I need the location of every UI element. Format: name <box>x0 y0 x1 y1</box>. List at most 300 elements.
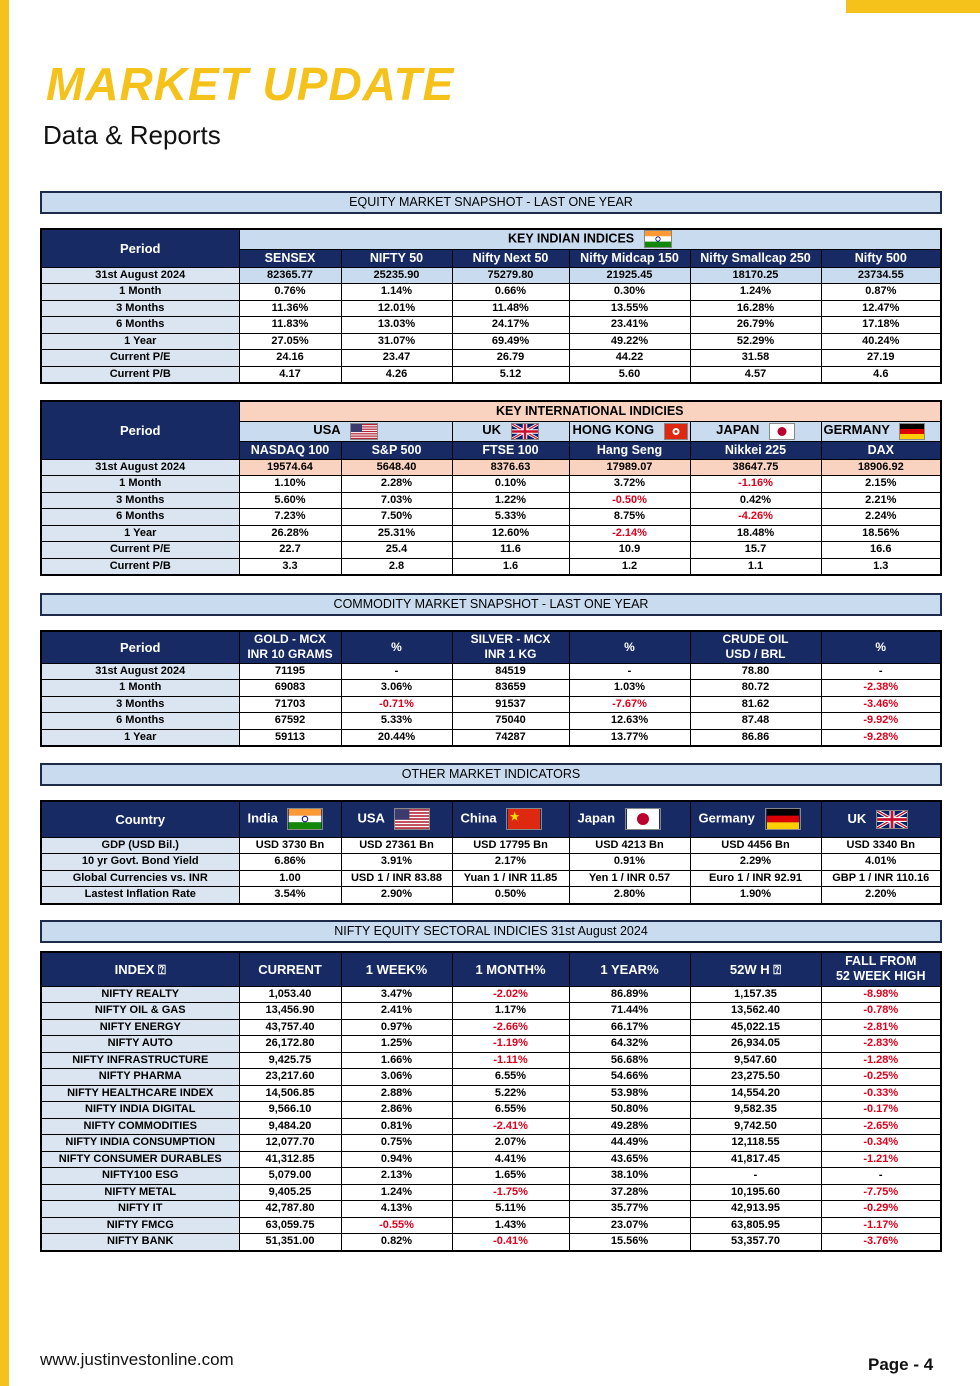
data-cell: 9,425.75 <box>239 1052 341 1069</box>
sectoral-indices-table <box>40 951 942 1252</box>
data-cell: 0.66% <box>452 284 569 301</box>
data-cell: 49.22% <box>569 333 690 350</box>
germany-flag-icon <box>765 808 801 830</box>
sector-index-name: NIFTY IT <box>41 1201 239 1218</box>
data-cell: 35.77% <box>569 1201 690 1218</box>
indicator-label: Lastest Inflation Rate <box>41 887 239 904</box>
table-row <box>41 1184 941 1201</box>
data-cell: 23.47 <box>341 350 452 367</box>
data-cell: 1.22% <box>452 492 569 509</box>
country-uk: UK <box>452 421 569 441</box>
data-cell: 16.28% <box>690 300 821 317</box>
table-row <box>41 1135 941 1152</box>
data-cell: 23734.55 <box>821 267 941 284</box>
data-cell: 31.07% <box>341 333 452 350</box>
data-cell: -0.41% <box>452 1234 569 1251</box>
data-cell: -2.66% <box>452 1019 569 1036</box>
indian-indices-group-header <box>239 229 941 249</box>
data-cell: -2.02% <box>452 986 569 1003</box>
data-cell: 66.17% <box>569 1019 690 1036</box>
table-row <box>41 459 941 476</box>
table-row <box>41 300 941 317</box>
data-cell: -0.29% <box>821 1201 941 1218</box>
usa-flag-icon <box>394 808 430 830</box>
data-cell: -0.50% <box>569 492 690 509</box>
data-cell: 83659 <box>452 680 569 697</box>
sector-index-name: NIFTY INDIA DIGITAL <box>41 1102 239 1119</box>
data-cell: 1.00 <box>239 870 341 887</box>
data-cell: 4.17 <box>239 366 341 383</box>
data-cell: 25.31% <box>341 525 452 542</box>
data-cell: -2.81% <box>821 1019 941 1036</box>
sector-index-name: NIFTY INDIA CONSUMPTION <box>41 1135 239 1152</box>
data-cell: - <box>821 1168 941 1185</box>
data-cell: -1.11% <box>452 1052 569 1069</box>
data-cell: 2.29% <box>690 854 821 871</box>
data-cell: 2.20% <box>821 887 941 904</box>
data-cell: -7.67% <box>569 696 690 713</box>
uk-flag-icon <box>876 810 908 829</box>
sector-column-header: CURRENT <box>239 952 341 986</box>
data-cell: 7.23% <box>239 509 341 526</box>
data-cell: 3.3 <box>239 558 341 575</box>
data-cell: 9,484.20 <box>239 1118 341 1135</box>
data-cell: USD 4456 Bn <box>690 837 821 854</box>
data-cell: 31.58 <box>690 350 821 367</box>
table-row <box>41 267 941 284</box>
data-cell: 12,118.55 <box>690 1135 821 1152</box>
column-header: Nikkei 225 <box>690 441 821 459</box>
period-label: Current P/B <box>41 366 239 383</box>
period-label: 31st August 2024 <box>41 267 239 284</box>
table-row <box>41 729 941 746</box>
data-cell: 41,817.45 <box>690 1151 821 1168</box>
sectoral-section-title: NIFTY EQUITY SECTORAL INDICIES 31st August 2024 <box>40 920 942 943</box>
data-cell: 6.55% <box>452 1069 569 1086</box>
data-cell: 13,456.90 <box>239 1003 341 1020</box>
data-cell: 11.36% <box>239 300 341 317</box>
data-cell: 86.86 <box>690 729 821 746</box>
indicator-country-uk: UK <box>821 801 941 837</box>
data-cell: 7.50% <box>341 509 452 526</box>
header-line-1: % <box>624 639 635 654</box>
column-header: Nifty Smallcap 250 <box>690 249 821 267</box>
data-cell: 52.29% <box>690 333 821 350</box>
data-cell: GBP 1 / INR 110.16 <box>821 870 941 887</box>
sector-column-header: INDEX ⍰ <box>41 952 239 986</box>
data-cell: 59113 <box>239 729 341 746</box>
header-line-1: GOLD - MCX <box>254 632 326 647</box>
data-cell: 23,275.50 <box>690 1069 821 1086</box>
indicator-country-usa: USA <box>341 801 452 837</box>
data-cell: 0.81% <box>341 1118 452 1135</box>
data-cell: - <box>821 663 941 680</box>
footer-website-link[interactable]: www.justinvestonline.com <box>40 1350 234 1369</box>
data-cell: 5.12 <box>452 366 569 383</box>
data-cell: 69.49% <box>452 333 569 350</box>
data-cell: USD 4213 Bn <box>569 837 690 854</box>
data-cell: -9.28% <box>821 729 941 746</box>
data-cell: 67592 <box>239 713 341 730</box>
data-cell: 53,357.70 <box>690 1234 821 1251</box>
data-cell: 2.24% <box>821 509 941 526</box>
data-cell: 37.28% <box>569 1184 690 1201</box>
data-cell: 1.25% <box>341 1036 452 1053</box>
period-label: 31st August 2024 <box>41 663 239 680</box>
data-cell: 84519 <box>452 663 569 680</box>
period-label: 1 Year <box>41 333 239 350</box>
data-cell: 0.97% <box>341 1019 452 1036</box>
data-cell: 1.3 <box>821 558 941 575</box>
country-hong-kong: HONG KONG <box>569 421 690 441</box>
data-cell: 21925.45 <box>569 267 690 284</box>
other-indicators-table <box>40 800 942 905</box>
period-label: 3 Months <box>41 492 239 509</box>
data-cell: 69083 <box>239 680 341 697</box>
sector-index-name: NIFTY METAL <box>41 1184 239 1201</box>
data-cell: 5.22% <box>452 1085 569 1102</box>
data-cell: 22.7 <box>239 542 341 559</box>
data-cell: 19574.64 <box>239 459 341 476</box>
data-cell: -4.26% <box>690 509 821 526</box>
indicator-country-china: China <box>452 801 569 837</box>
table-row <box>41 366 941 383</box>
data-cell: 26.79 <box>452 350 569 367</box>
table-row <box>41 1036 941 1053</box>
period-header: Period <box>41 229 239 267</box>
column-header: Nifty Midcap 150 <box>569 249 690 267</box>
column-header: Nifty Next 50 <box>452 249 569 267</box>
data-cell: -0.71% <box>341 696 452 713</box>
table-row <box>41 870 941 887</box>
data-cell: 20.44% <box>341 729 452 746</box>
data-cell: 11.6 <box>452 542 569 559</box>
commodity-column-header <box>821 631 941 663</box>
data-cell: 24.16 <box>239 350 341 367</box>
data-cell: 2.80% <box>569 887 690 904</box>
table-row <box>41 854 941 871</box>
data-cell: 8.75% <box>569 509 690 526</box>
data-cell: 9,742.50 <box>690 1118 821 1135</box>
header-line-1: % <box>875 639 887 654</box>
data-cell: -1.17% <box>821 1217 941 1234</box>
table-row <box>41 680 941 697</box>
data-cell: 1.6 <box>452 558 569 575</box>
table-row <box>41 509 941 526</box>
data-cell: 13.03% <box>341 317 452 334</box>
data-cell: 2.17% <box>452 854 569 871</box>
data-cell: 12.60% <box>452 525 569 542</box>
data-cell: 0.91% <box>569 854 690 871</box>
data-cell: 23.41% <box>569 317 690 334</box>
data-cell: 23,217.60 <box>239 1069 341 1086</box>
india-flag-icon <box>287 808 323 830</box>
data-cell: 9,582.35 <box>690 1102 821 1119</box>
data-cell: 75040 <box>452 713 569 730</box>
data-cell: 63,059.75 <box>239 1217 341 1234</box>
data-cell: 26,934.05 <box>690 1036 821 1053</box>
table-row <box>41 492 941 509</box>
commodity-table <box>40 630 942 747</box>
data-cell: 27.19 <box>821 350 941 367</box>
data-cell: USD 27361 Bn <box>341 837 452 854</box>
data-cell: 43,757.40 <box>239 1019 341 1036</box>
data-cell: -0.55% <box>341 1217 452 1234</box>
data-cell: 24.17% <box>452 317 569 334</box>
header-line-2: INR 1 KG <box>484 647 537 662</box>
data-cell: 13,562.40 <box>690 1003 821 1020</box>
data-cell: -7.75% <box>821 1184 941 1201</box>
data-cell: 14,554.20 <box>690 1085 821 1102</box>
international-indices-table <box>40 400 942 576</box>
data-cell: -1.16% <box>690 476 821 493</box>
data-cell: 2.21% <box>821 492 941 509</box>
data-cell: 25.4 <box>341 542 452 559</box>
period-label: Current P/E <box>41 350 239 367</box>
commodity-column-header <box>569 631 690 663</box>
commodity-column-header <box>690 631 821 663</box>
table-row <box>41 663 941 680</box>
data-cell: 44.49% <box>569 1135 690 1152</box>
table-row <box>41 558 941 575</box>
country-japan: JAPAN <box>690 421 821 441</box>
data-cell: 1.43% <box>452 1217 569 1234</box>
data-cell: 9,405.25 <box>239 1184 341 1201</box>
data-cell: 11.83% <box>239 317 341 334</box>
data-cell: 10.9 <box>569 542 690 559</box>
data-cell: - <box>341 663 452 680</box>
sector-index-name: NIFTY ENERGY <box>41 1019 239 1036</box>
sector-index-name: NIFTY REALTY <box>41 986 239 1003</box>
top-accent-bar <box>846 0 980 13</box>
data-cell: 10,195.60 <box>690 1184 821 1201</box>
indicator-label: Global Currencies vs. INR <box>41 870 239 887</box>
data-cell: 2.41% <box>341 1003 452 1020</box>
data-cell: USD 17795 Bn <box>452 837 569 854</box>
column-header: S&P 500 <box>341 441 452 459</box>
hong-kong-flag-icon <box>664 423 688 440</box>
data-cell: 44.22 <box>569 350 690 367</box>
data-cell: 5.33% <box>341 713 452 730</box>
data-cell: 18906.92 <box>821 459 941 476</box>
table-row <box>41 1019 941 1036</box>
data-cell: 38.10% <box>569 1168 690 1185</box>
period-label: 31st August 2024 <box>41 459 239 476</box>
data-cell: 43.65% <box>569 1151 690 1168</box>
sector-index-name: NIFTY HEALTHCARE INDEX <box>41 1085 239 1102</box>
sector-column-header: 1 YEAR% <box>569 952 690 986</box>
sector-column-header: 1 WEEK% <box>341 952 452 986</box>
period-label: 1 Year <box>41 525 239 542</box>
data-cell: 17.18% <box>821 317 941 334</box>
commodity-section-title: COMMODITY MARKET SNAPSHOT - LAST ONE YEAR <box>40 593 942 616</box>
data-cell: 18.56% <box>821 525 941 542</box>
column-header: DAX <box>821 441 941 459</box>
data-cell: 5.60 <box>569 366 690 383</box>
data-cell: 71195 <box>239 663 341 680</box>
data-cell: 9,547.60 <box>690 1052 821 1069</box>
header-line: FALL FROM <box>845 954 917 969</box>
data-cell: 25235.90 <box>341 267 452 284</box>
indicator-label: GDP (USD Bil.) <box>41 837 239 854</box>
period-label: 3 Months <box>41 300 239 317</box>
period-label: 6 Months <box>41 317 239 334</box>
sector-index-name: NIFTY FMCG <box>41 1217 239 1234</box>
data-cell: -2.38% <box>821 680 941 697</box>
india-flag-icon <box>644 230 672 248</box>
data-cell: -8.98% <box>821 986 941 1003</box>
data-cell: 26.79% <box>690 317 821 334</box>
data-cell: 53.98% <box>569 1085 690 1102</box>
column-header: Hang Seng <box>569 441 690 459</box>
data-cell: 0.76% <box>239 284 341 301</box>
data-cell: 1.90% <box>690 887 821 904</box>
data-cell: 3.91% <box>341 854 452 871</box>
data-cell: 38647.75 <box>690 459 821 476</box>
period-label: Current P/E <box>41 542 239 559</box>
data-cell: - <box>690 1168 821 1185</box>
data-cell: -3.76% <box>821 1234 941 1251</box>
table-row <box>41 1151 941 1168</box>
data-cell: 1.1 <box>690 558 821 575</box>
page-subtitle: Data & Reports <box>43 120 221 150</box>
japan-flag-icon <box>769 423 795 440</box>
data-cell: 9,566.10 <box>239 1102 341 1119</box>
data-cell: 71703 <box>239 696 341 713</box>
table-row <box>41 696 941 713</box>
data-cell: 3.54% <box>239 887 341 904</box>
data-cell: 1.65% <box>452 1168 569 1185</box>
data-cell: 40.24% <box>821 333 941 350</box>
data-cell: -0.25% <box>821 1069 941 1086</box>
data-cell: 54.66% <box>569 1069 690 1086</box>
data-cell: -3.46% <box>821 696 941 713</box>
period-header: Period <box>41 631 239 663</box>
left-accent-bar <box>0 0 9 1386</box>
data-cell: Yen 1 / INR 0.57 <box>569 870 690 887</box>
country-header: Country <box>41 801 239 837</box>
sector-column-header: 1 MONTH% <box>452 952 569 986</box>
group-title: KEY INDIAN INDICES <box>507 231 635 246</box>
data-cell: -1.19% <box>452 1036 569 1053</box>
table-row <box>41 1118 941 1135</box>
data-cell: 6.55% <box>452 1102 569 1119</box>
other-indicators-title: OTHER MARKET INDICATORS <box>40 763 942 786</box>
data-cell: -0.17% <box>821 1102 941 1119</box>
data-cell: 5,079.00 <box>239 1168 341 1185</box>
data-cell: -0.78% <box>821 1003 941 1020</box>
table-row <box>41 476 941 493</box>
data-cell: USD 1 / INR 83.88 <box>341 870 452 887</box>
data-cell: 12.63% <box>569 713 690 730</box>
data-cell: 1.24% <box>341 1184 452 1201</box>
commodity-column-header <box>452 631 569 663</box>
data-cell: -0.34% <box>821 1135 941 1152</box>
equity-section-title: EQUITY MARKET SNAPSHOT - LAST ONE YEAR <box>40 191 942 214</box>
data-cell: 4.01% <box>821 854 941 871</box>
data-cell: USD 3730 Bn <box>239 837 341 854</box>
column-header: Nifty 500 <box>821 249 941 267</box>
sector-index-name: NIFTY PHARMA <box>41 1069 239 1086</box>
data-cell: 13.55% <box>569 300 690 317</box>
data-cell: 75279.80 <box>452 267 569 284</box>
page-title: MARKET UPDATE <box>46 58 455 110</box>
data-cell: 0.10% <box>452 476 569 493</box>
data-cell: 18.48% <box>690 525 821 542</box>
data-cell: 12.47% <box>821 300 941 317</box>
period-label: 1 Month <box>41 284 239 301</box>
data-cell: 23.07% <box>569 1217 690 1234</box>
header-line-2: INR 10 GRAMS <box>247 647 333 662</box>
data-cell: 64.32% <box>569 1036 690 1053</box>
period-label: 1 Month <box>41 476 239 493</box>
indicator-country-germany: Germany <box>690 801 821 837</box>
data-cell: 15.56% <box>569 1234 690 1251</box>
table-row <box>41 317 941 334</box>
data-cell: 86.89% <box>569 986 690 1003</box>
period-label: 3 Months <box>41 696 239 713</box>
data-cell: 82365.77 <box>239 267 341 284</box>
period-label: 1 Year <box>41 729 239 746</box>
data-cell: 1.2 <box>569 558 690 575</box>
data-cell: USD 3340 Bn <box>821 837 941 854</box>
data-cell: 6.86% <box>239 854 341 871</box>
china-flag-icon <box>506 808 542 830</box>
data-cell: -1.28% <box>821 1052 941 1069</box>
international-group-title: KEY INTERNATIONAL INDICIES <box>239 401 941 421</box>
data-cell: 1.66% <box>341 1052 452 1069</box>
data-cell: 2.8 <box>341 558 452 575</box>
commodity-column-header <box>239 631 341 663</box>
data-cell: -9.92% <box>821 713 941 730</box>
data-cell: Euro 1 / INR 92.91 <box>690 870 821 887</box>
header-line-1: SILVER - MCX <box>470 632 551 647</box>
data-cell: 4.41% <box>452 1151 569 1168</box>
data-cell: 1.24% <box>690 284 821 301</box>
table-row <box>41 1201 941 1218</box>
data-cell: 0.75% <box>341 1135 452 1152</box>
data-cell: 2.15% <box>821 476 941 493</box>
table-row <box>41 887 941 904</box>
header-line-1: CRUDE OIL <box>722 632 789 647</box>
data-cell: 0.94% <box>341 1151 452 1168</box>
period-header: Period <box>41 401 239 459</box>
data-cell: 2.07% <box>452 1135 569 1152</box>
data-cell: 17989.07 <box>569 459 690 476</box>
data-cell: 3.06% <box>341 680 452 697</box>
japan-flag-icon <box>625 808 661 830</box>
data-cell: 2.28% <box>341 476 452 493</box>
commodity-column-header <box>341 631 452 663</box>
data-cell: 91537 <box>452 696 569 713</box>
data-cell: 26.28% <box>239 525 341 542</box>
table-row <box>41 837 941 854</box>
data-cell: -1.75% <box>452 1184 569 1201</box>
table-row <box>41 1052 941 1069</box>
header-line: 52 WEEK HIGH <box>835 969 926 984</box>
indicator-country-india: India <box>239 801 341 837</box>
table-row <box>41 350 941 367</box>
period-label: 1 Month <box>41 680 239 697</box>
data-cell: 0.82% <box>341 1234 452 1251</box>
data-cell: 2.90% <box>341 887 452 904</box>
indicator-label: 10 yr Govt. Bond Yield <box>41 854 239 871</box>
data-cell: 26,172.80 <box>239 1036 341 1053</box>
data-cell: 0.50% <box>452 887 569 904</box>
table-row <box>41 1003 941 1020</box>
sector-index-name: NIFTY BANK <box>41 1234 239 1251</box>
data-cell: 78.80 <box>690 663 821 680</box>
